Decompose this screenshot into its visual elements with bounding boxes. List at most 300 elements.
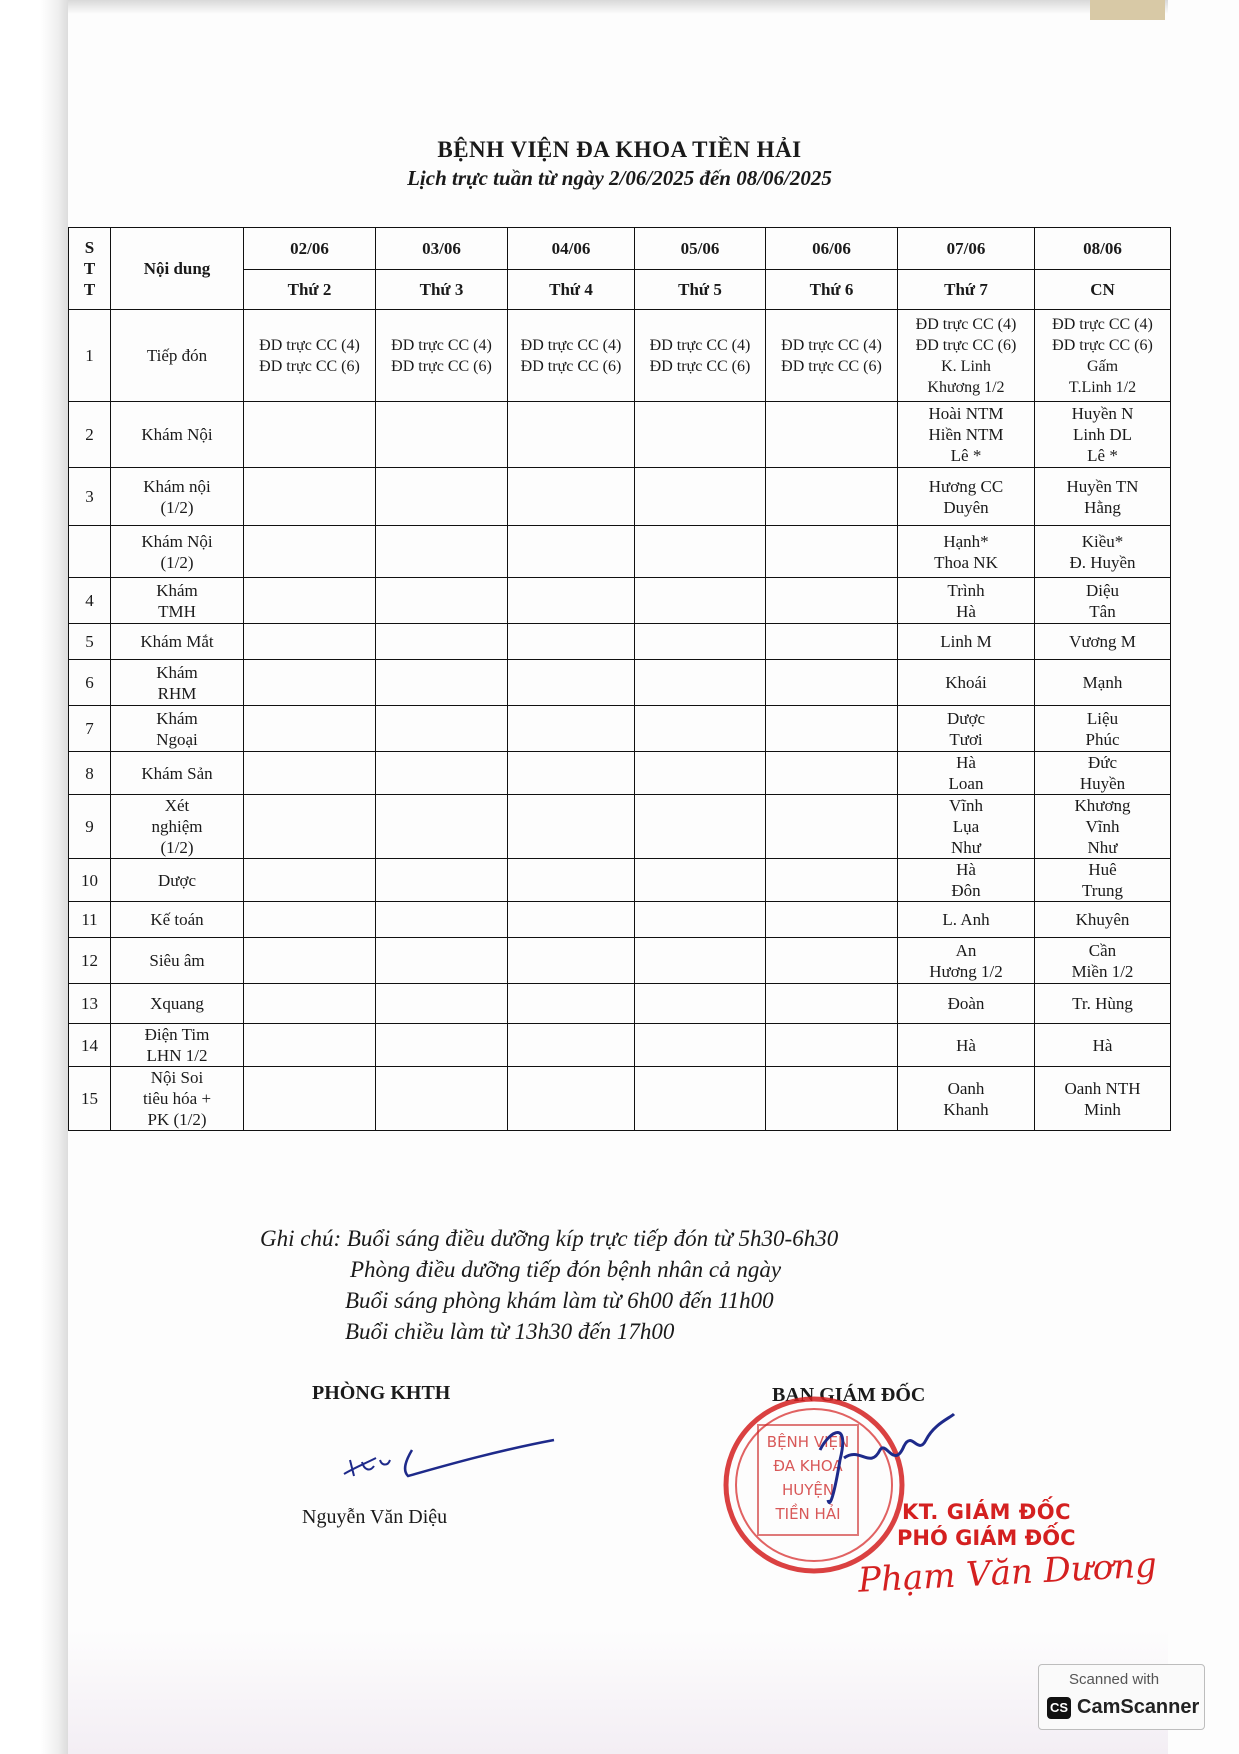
schedule-cell <box>898 1067 1035 1131</box>
row-content <box>111 706 244 752</box>
staff-name: Trung <box>1082 881 1123 900</box>
schedule-cell <box>376 578 508 624</box>
table-row <box>69 902 1171 938</box>
document-subtitle: Lịch trực tuần từ ngày 2/06/2025 đến 08/06/2025 <box>407 166 832 190</box>
watermark-brand: CamScanner <box>1077 1696 1200 1718</box>
staff-name: ĐD trực CC (6) <box>915 336 1017 354</box>
staff-name: Như <box>1087 838 1118 857</box>
schedule-cell <box>1035 938 1171 984</box>
header-row-dates <box>69 228 1171 270</box>
schedule-cell <box>898 902 1035 938</box>
schedule-cell <box>898 310 1035 402</box>
schedule-cell <box>1035 706 1171 752</box>
schedule-cell <box>898 660 1035 706</box>
schedule-cell <box>1035 795 1171 859</box>
schedule-cell <box>898 526 1035 578</box>
row-content-line: Xquang <box>150 994 204 1013</box>
staff-name: ĐD trực CC (4) <box>649 336 751 354</box>
schedule-cell <box>766 660 898 706</box>
row-content-line: Điện Tim <box>144 1025 210 1044</box>
row-content-line: Xét <box>164 796 190 815</box>
staff-name: Huyền <box>1079 774 1126 793</box>
schedule-cell <box>898 938 1035 984</box>
schedule-cell <box>244 526 376 578</box>
staff-name: Tr. Hùng <box>1072 994 1133 1013</box>
staff-name: ĐD trực CC (4) <box>259 336 360 354</box>
staff-name: Hà <box>956 601 976 621</box>
schedule-cell <box>766 859 898 902</box>
staff-name: Hoài NTM <box>928 404 1004 423</box>
row-number: 5 <box>69 624 111 660</box>
row-content-line: (1/2) <box>160 552 194 572</box>
staff-name: Như <box>951 838 981 857</box>
staff-name: Hương CC <box>928 476 1004 496</box>
schedule-cell <box>244 468 376 526</box>
schedule-cell <box>898 706 1035 752</box>
table-row <box>69 1024 1171 1067</box>
row-content <box>111 795 244 859</box>
staff-name: Lê * <box>950 446 982 465</box>
staff-name: ĐD trực CC (4) <box>781 336 882 354</box>
notes <box>260 1223 838 1347</box>
staff-name: L. Anh <box>942 910 990 929</box>
schedule-cell <box>635 468 766 526</box>
schedule-cell <box>635 526 766 578</box>
staff-name: Vĩnh <box>1085 817 1120 836</box>
row-number: 6 <box>69 660 111 706</box>
table-row <box>69 660 1171 706</box>
schedule-cell <box>766 938 898 984</box>
schedule-cell <box>1035 402 1171 468</box>
row-content-line: Kế toán <box>150 910 204 929</box>
schedule-cell <box>1035 1067 1171 1131</box>
date-header: 03/06 <box>376 228 508 270</box>
schedule-cell <box>766 795 898 859</box>
row-content <box>111 624 244 660</box>
staff-name: Kiều* <box>1081 531 1124 551</box>
staff-name: Lê * <box>1087 446 1118 465</box>
row-content <box>111 578 244 624</box>
schedule-cell <box>376 859 508 902</box>
day-header: Thứ 2 <box>244 270 376 310</box>
row-content <box>111 402 244 468</box>
schedule-cell <box>898 1024 1035 1067</box>
staff-name: Minh <box>1084 1099 1121 1119</box>
staff-name: ĐD trực CC (6) <box>391 357 492 375</box>
schedule-cell <box>508 984 635 1024</box>
right-signer-role-2: PHÓ GIÁM ĐỐC <box>897 1526 1076 1550</box>
row-number: 15 <box>69 1067 111 1131</box>
table-row <box>69 310 1171 402</box>
staff-name: Liệu <box>1086 708 1119 728</box>
schedule-cell <box>376 902 508 938</box>
staff-name: Linh M <box>940 632 992 651</box>
row-content <box>111 310 244 402</box>
schedule-cell <box>1035 526 1171 578</box>
date-header: 02/06 <box>244 228 376 270</box>
staff-name: Hà <box>1092 1035 1113 1055</box>
staff-name: T.Linh 1/2 <box>1068 378 1137 396</box>
row-content <box>111 938 244 984</box>
schedule-cell <box>244 752 376 795</box>
staff-name: Cần <box>1088 940 1117 960</box>
staff-name: Oanh NTH <box>1064 1078 1141 1098</box>
date-header: 08/06 <box>1035 228 1171 270</box>
schedule-cell <box>1035 624 1171 660</box>
staff-name: ĐD trực CC (4) <box>1052 315 1153 333</box>
seal-line: TIỀN HẢI <box>775 1505 841 1523</box>
schedule-cell <box>635 660 766 706</box>
schedule-cell <box>766 984 898 1024</box>
schedule-cell <box>898 984 1035 1024</box>
table-row <box>69 578 1171 624</box>
document-title: BỆNH VIỆN ĐA KHOA TIỀN HẢI <box>437 137 802 162</box>
staff-name: Trình <box>947 580 985 600</box>
row-content-line: tiêu hóa + <box>142 1089 212 1108</box>
staff-name: Loan <box>948 774 984 793</box>
row-content-line: Khám nội <box>143 476 211 496</box>
camscanner-watermark <box>1038 1664 1205 1730</box>
row-content-line: (1/2) <box>160 838 194 857</box>
staff-name: Vương M <box>1069 632 1136 651</box>
note-line: Buổi chiều làm từ 13h30 đến 17h00 <box>345 1319 675 1344</box>
schedule-cell <box>635 795 766 859</box>
scan-left-edge <box>0 0 68 1754</box>
staff-name: Duyên <box>943 497 989 517</box>
date-header: 06/06 <box>766 228 898 270</box>
schedule-cell <box>244 984 376 1024</box>
schedule-cell <box>244 938 376 984</box>
schedule-cell <box>244 624 376 660</box>
right-signer-name: Phạm Văn Dương <box>857 1545 1158 1601</box>
schedule-cell <box>244 859 376 902</box>
day-header: CN <box>1035 270 1171 310</box>
staff-name: Diệu <box>1085 580 1120 600</box>
table-row <box>69 468 1171 526</box>
schedule-cell <box>244 1024 376 1067</box>
row-number: 14 <box>69 1024 111 1067</box>
table-row <box>69 795 1171 859</box>
schedule-cell <box>635 1024 766 1067</box>
left-signature-image <box>340 1430 560 1490</box>
schedule-cell <box>766 752 898 795</box>
row-content-line: Khám Mắt <box>140 632 214 651</box>
schedule-cell <box>898 468 1035 526</box>
staff-name: Huyền TN <box>1066 476 1139 496</box>
row-content-line: TMH <box>158 601 196 621</box>
schedule-cell <box>1035 752 1171 795</box>
row-number: 7 <box>69 706 111 752</box>
schedule-cell <box>766 402 898 468</box>
schedule-cell <box>508 938 635 984</box>
day-header: Thứ 4 <box>508 270 635 310</box>
schedule-cell <box>635 1067 766 1131</box>
date-header: 05/06 <box>635 228 766 270</box>
table-row <box>69 938 1171 984</box>
watermark-caption: Scanned with <box>1069 1671 1160 1688</box>
schedule-cell <box>635 578 766 624</box>
schedule-cell <box>1035 984 1171 1024</box>
staff-name: Thoa NK <box>934 552 998 572</box>
scan-top-right-corner <box>1090 0 1165 20</box>
schedule-cell <box>1035 578 1171 624</box>
schedule-cell <box>898 859 1035 902</box>
staff-name: Hằng <box>1084 497 1121 517</box>
row-content-line: Dược <box>157 870 197 890</box>
staff-name: Phúc <box>1085 729 1120 749</box>
schedule-cell <box>376 795 508 859</box>
table-row <box>69 984 1171 1024</box>
content-header: Nội dung <box>111 228 244 310</box>
schedule-cell <box>898 578 1035 624</box>
right-signer-role-1: KT. GIÁM ĐỐC <box>902 1500 1072 1524</box>
row-number: 9 <box>69 795 111 859</box>
staff-name: Hương 1/2 <box>929 961 1003 981</box>
staff-name: Oanh <box>947 1078 985 1098</box>
schedule-cell <box>508 706 635 752</box>
row-content-line: Khám Nội <box>141 425 213 444</box>
row-number: 11 <box>69 902 111 938</box>
schedule-cell <box>376 1024 508 1067</box>
schedule-cell <box>635 624 766 660</box>
schedule-cell <box>376 984 508 1024</box>
row-number: 12 <box>69 938 111 984</box>
right-signature-title: BAN GIÁM ĐỐC <box>772 1384 926 1406</box>
staff-name: Hà <box>956 753 976 772</box>
schedule-cell <box>376 660 508 706</box>
date-header: 04/06 <box>508 228 635 270</box>
staff-name: Huê <box>1088 860 1117 879</box>
schedule-cell <box>898 795 1035 859</box>
row-content-line: LHN 1/2 <box>146 1046 208 1065</box>
row-content <box>111 859 244 902</box>
row-content-line: Ngoại <box>156 729 198 749</box>
schedule-cell <box>508 1024 635 1067</box>
schedule-cell <box>766 706 898 752</box>
schedule-cell <box>244 795 376 859</box>
row-content <box>111 984 244 1024</box>
row-content-line: PK (1/2) <box>147 1110 207 1129</box>
schedule-cell <box>766 624 898 660</box>
schedule-cell <box>766 578 898 624</box>
staff-name: Mạnh <box>1082 673 1123 692</box>
staff-name: Vĩnh <box>949 796 983 815</box>
schedule-cell <box>244 902 376 938</box>
row-content-line: Tiếp đón <box>146 346 208 365</box>
day-header: Thứ 6 <box>766 270 898 310</box>
table-row <box>69 1067 1171 1131</box>
staff-name: Đôn <box>951 881 981 900</box>
schedule-cell <box>376 402 508 468</box>
note-line: Phòng điều dưỡng tiếp đón bệnh nhân cả ngày <box>350 1257 782 1282</box>
row-content-line: Khám <box>156 662 198 682</box>
staff-name: ĐD trực CC (4) <box>915 315 1017 333</box>
schedule-cell <box>376 706 508 752</box>
day-header: Thứ 3 <box>376 270 508 310</box>
schedule-cell <box>1035 1024 1171 1067</box>
staff-name: ĐD trực CC (4) <box>391 336 492 354</box>
schedule-cell <box>898 624 1035 660</box>
row-content <box>111 902 244 938</box>
day-header: Thứ 7 <box>898 270 1035 310</box>
left-signature-title: PHÒNG KHTH <box>312 1382 451 1404</box>
schedule-cell <box>635 310 766 402</box>
seal-line: ĐA KHOA <box>773 1457 843 1475</box>
schedule-cell <box>376 526 508 578</box>
staff-name: Đức <box>1087 753 1118 772</box>
table-row <box>69 706 1171 752</box>
staff-name: Khanh <box>943 1099 989 1119</box>
schedule-cell <box>244 1067 376 1131</box>
schedule-cell <box>1035 468 1171 526</box>
schedule-cell <box>1035 660 1171 706</box>
schedule-cell <box>635 706 766 752</box>
schedule-cell <box>508 624 635 660</box>
schedule-cell <box>508 902 635 938</box>
schedule-cell <box>508 578 635 624</box>
stt-header <box>69 228 111 310</box>
schedule-cell <box>635 902 766 938</box>
staff-name: Khuyên <box>1075 910 1130 929</box>
schedule-table <box>68 227 1171 1131</box>
row-number <box>69 526 111 578</box>
row-content <box>111 660 244 706</box>
schedule-cell <box>376 938 508 984</box>
schedule-cell <box>635 984 766 1024</box>
table-row <box>69 624 1171 660</box>
schedule-cell <box>376 310 508 402</box>
row-number: 2 <box>69 402 111 468</box>
schedule-cell <box>635 859 766 902</box>
staff-name: ĐD trực CC (6) <box>520 357 622 375</box>
camscanner-logo-icon: CS <box>1047 1697 1071 1719</box>
schedule-cell <box>766 902 898 938</box>
table-row <box>69 859 1171 902</box>
stt-header-letter: T <box>83 280 96 299</box>
schedule-cell <box>635 402 766 468</box>
staff-name: ĐD trực CC (6) <box>1052 336 1153 354</box>
schedule-cell <box>244 660 376 706</box>
schedule-cell <box>1035 902 1171 938</box>
note-line: Buổi sáng phòng khám làm từ 6h00 đến 11h00 <box>345 1288 774 1313</box>
table-row <box>69 526 1171 578</box>
seal-line: HUYỆN <box>781 1481 835 1499</box>
schedule-cell <box>508 1067 635 1131</box>
row-content <box>111 468 244 526</box>
schedule-cell <box>766 1067 898 1131</box>
row-content-line: Siêu âm <box>149 951 205 970</box>
seal-line: BỆNH VIỆN <box>766 1433 850 1451</box>
row-content-line: Nội Soi <box>150 1068 204 1087</box>
row-content <box>111 1067 244 1131</box>
staff-name: Linh DL <box>1072 425 1133 444</box>
schedule-cell <box>244 402 376 468</box>
staff-name: Đ. Huyền <box>1069 552 1136 572</box>
schedule-cell <box>376 1067 508 1131</box>
schedule-cell <box>376 468 508 526</box>
staff-name: Hà <box>956 1035 976 1055</box>
note-line: Ghi chú: Buổi sáng điều dưỡng kíp trực tiếp đón từ 5h30-6h30 <box>260 1226 839 1251</box>
row-number: 8 <box>69 752 111 795</box>
scan-bottom-edge <box>68 1630 1168 1754</box>
schedule-cell <box>766 1024 898 1067</box>
staff-name: ĐD trực CC (6) <box>259 357 360 375</box>
day-header: Thứ 5 <box>635 270 766 310</box>
staff-name: Khoái <box>945 673 987 692</box>
row-content <box>111 526 244 578</box>
row-content-line: Khám Nội <box>141 531 213 551</box>
schedule-cell <box>244 706 376 752</box>
schedule-cell <box>376 752 508 795</box>
row-content-line: (1/2) <box>160 497 194 517</box>
left-signer-name: Nguyễn Văn Diệu <box>302 1506 448 1528</box>
schedule-cell <box>376 624 508 660</box>
staff-name: Lụa <box>952 817 980 836</box>
row-number: 1 <box>69 310 111 402</box>
staff-name: Tân <box>1089 601 1116 621</box>
schedule-cell <box>508 795 635 859</box>
schedule-cell <box>635 938 766 984</box>
row-content-line: RHM <box>157 683 197 703</box>
stt-header-letter: T <box>83 259 96 278</box>
staff-name: Đoàn <box>947 994 985 1013</box>
schedule-cell <box>244 310 376 402</box>
schedule-cell <box>898 402 1035 468</box>
staff-name: Gấm <box>1086 357 1119 375</box>
row-content <box>111 752 244 795</box>
staff-name: An <box>955 940 977 960</box>
schedule-cell <box>508 752 635 795</box>
schedule-cell <box>766 468 898 526</box>
staff-name: ĐD trực CC (6) <box>781 357 882 375</box>
staff-name: Hà <box>956 860 976 879</box>
row-number: 4 <box>69 578 111 624</box>
staff-name: K. Linh <box>941 357 991 375</box>
stt-header-letter: S <box>84 238 95 257</box>
schedule-cell <box>508 468 635 526</box>
row-number: 3 <box>69 468 111 526</box>
schedule-cell <box>1035 859 1171 902</box>
schedule-cell <box>508 310 635 402</box>
schedule-cell <box>1035 310 1171 402</box>
staff-name: Huyền N <box>1071 404 1134 423</box>
row-content <box>111 1024 244 1067</box>
row-content-line: Khám Sản <box>141 763 213 783</box>
row-content-line: nghiệm <box>151 817 203 836</box>
schedule-cell <box>898 752 1035 795</box>
staff-name: Hiền NTM <box>928 425 1004 444</box>
staff-name: ĐD trực CC (4) <box>520 336 622 354</box>
row-number: 13 <box>69 984 111 1024</box>
date-header: 07/06 <box>898 228 1035 270</box>
schedule-cell <box>508 402 635 468</box>
row-number: 10 <box>69 859 111 902</box>
schedule-cell <box>508 660 635 706</box>
staff-name: Dược <box>946 708 986 728</box>
staff-name: Khương <box>1074 796 1131 815</box>
staff-name: Miền 1/2 <box>1071 961 1134 981</box>
staff-name: Hạnh* <box>943 531 989 551</box>
staff-name: Khương 1/2 <box>927 378 1005 396</box>
table-row <box>69 402 1171 468</box>
schedule-cell <box>508 526 635 578</box>
schedule-cell <box>766 526 898 578</box>
scan-top-edge <box>68 0 1168 14</box>
row-content-line: Khám <box>156 580 198 600</box>
table-row <box>69 752 1171 795</box>
staff-name: Tươi <box>949 729 983 749</box>
staff-name: ĐD trực CC (6) <box>649 357 751 375</box>
